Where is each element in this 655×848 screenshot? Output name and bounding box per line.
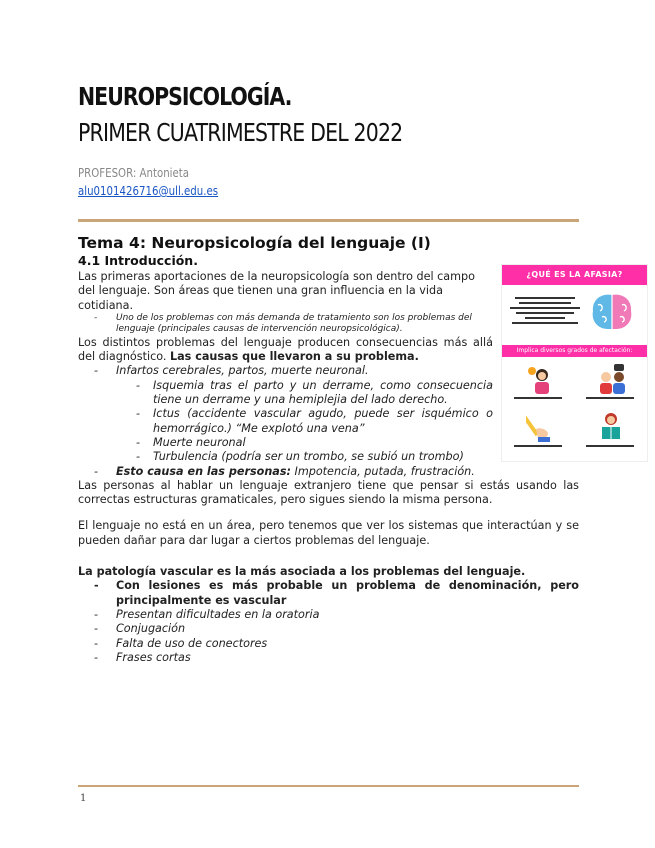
vascular-item: - Falta de uso de conectores (78, 637, 579, 651)
infographic-text-lines (508, 297, 582, 327)
vascular-item: - Presentan dificultades en la oratoria (78, 608, 579, 622)
aphasia-infographic (501, 264, 648, 462)
cause-main: - Infartos cerebrales, partos, muerte neuronal. (78, 364, 579, 378)
speaking-person-icon (526, 363, 552, 395)
cause-sub-item: - Ictus (accidente vascular agudo, puede ser isquémico o hemorrágico.) “Me explotó una vena” (78, 407, 493, 436)
infographic-band: Implica diversos grados de afectación: (502, 345, 647, 357)
infographic-tile (508, 363, 568, 405)
foreign-language-paragraph: Las personas al hablar un lenguaje extranjero tiene que pensar si estás usando las correctas estructuras gramaticales, pero sigues siendo la misma persona. (78, 478, 579, 507)
infographic-tile (508, 411, 568, 453)
systems-paragraph: El lenguaje no está en un área, pero tenemos que ver los sistemas que interactúan y se pueden dañar para dar lugar a ciertos problemas del lenguaje. (78, 519, 579, 547)
infographic-tile (580, 411, 640, 453)
subsection-title: 4.1 Introducción. (78, 253, 198, 268)
vascular-item: - Frases cortas (78, 651, 579, 665)
top-divider (78, 219, 579, 222)
page-title: NEUROPSICOLOGÍA. (78, 82, 292, 111)
section-title: Tema 4: Neuropsicología del lenguaje (I) (78, 234, 431, 252)
infographic-tile (580, 363, 640, 405)
listening-person-icon (598, 363, 628, 395)
causes-heading: Las causas que llevaron a su problema. (170, 350, 419, 364)
bottom-divider (78, 785, 579, 787)
infographic-header: ¿QUÉ ES LA AFASIA? (502, 265, 647, 285)
intro-block (78, 270, 493, 364)
cause-effect-text: Impotencia, putada, frustración. (290, 464, 475, 478)
reading-person-icon (598, 411, 624, 443)
writing-hand-icon (526, 411, 552, 443)
cause-sub-item: - Isquemia tras el parto y un derrame, como consecuencia tiene un derrame y una hemiplejia del lado derecho. (78, 379, 493, 408)
page-subtitle: PRIMER CUATRIMESTRE DEL 2022 (78, 118, 403, 147)
cause-effect (78, 465, 579, 479)
consequences-paragraph (78, 336, 493, 365)
vascular-list (78, 579, 579, 665)
consequences-text: Los distintos problemas del lenguaje producen consecuencias más allá del diagnóstico. (78, 335, 493, 364)
vascular-bold-item: - Con lesiones es más probable un problema de denominación, pero principalmente es vascular (78, 579, 579, 608)
professor-name: PROFESOR: Antonieta (78, 166, 190, 180)
email-link[interactable]: alu0101426716@ull.edu.es (78, 184, 219, 198)
vascular-item: - Conjugación (78, 622, 579, 636)
brain-icon (588, 291, 636, 335)
intro-note-list (78, 313, 493, 336)
page-number: 1 (80, 793, 87, 804)
cause-sub-item: - Turbulencia (podría ser un trombo, se subió un trombo) (78, 450, 579, 464)
vascular-heading: La patología vascular es la más asociada a los problemas del lenguaje. (78, 565, 526, 579)
intro-note: - Uno de los problemas con más demanda de tratamiento son los problemas del lenguaje (principales causas de intervención neuropsicológica). (78, 313, 493, 336)
intro-paragraph: Las primeras aportaciones de la neuropsicología son dentro del campo del lenguaje. Son áreas que tienen una gran influencia en la vida cotidiana. (78, 270, 475, 312)
cause-effect-label: Esto causa en las personas: (116, 464, 291, 478)
cause-sub-item: - Muerte neuronal (78, 436, 579, 450)
